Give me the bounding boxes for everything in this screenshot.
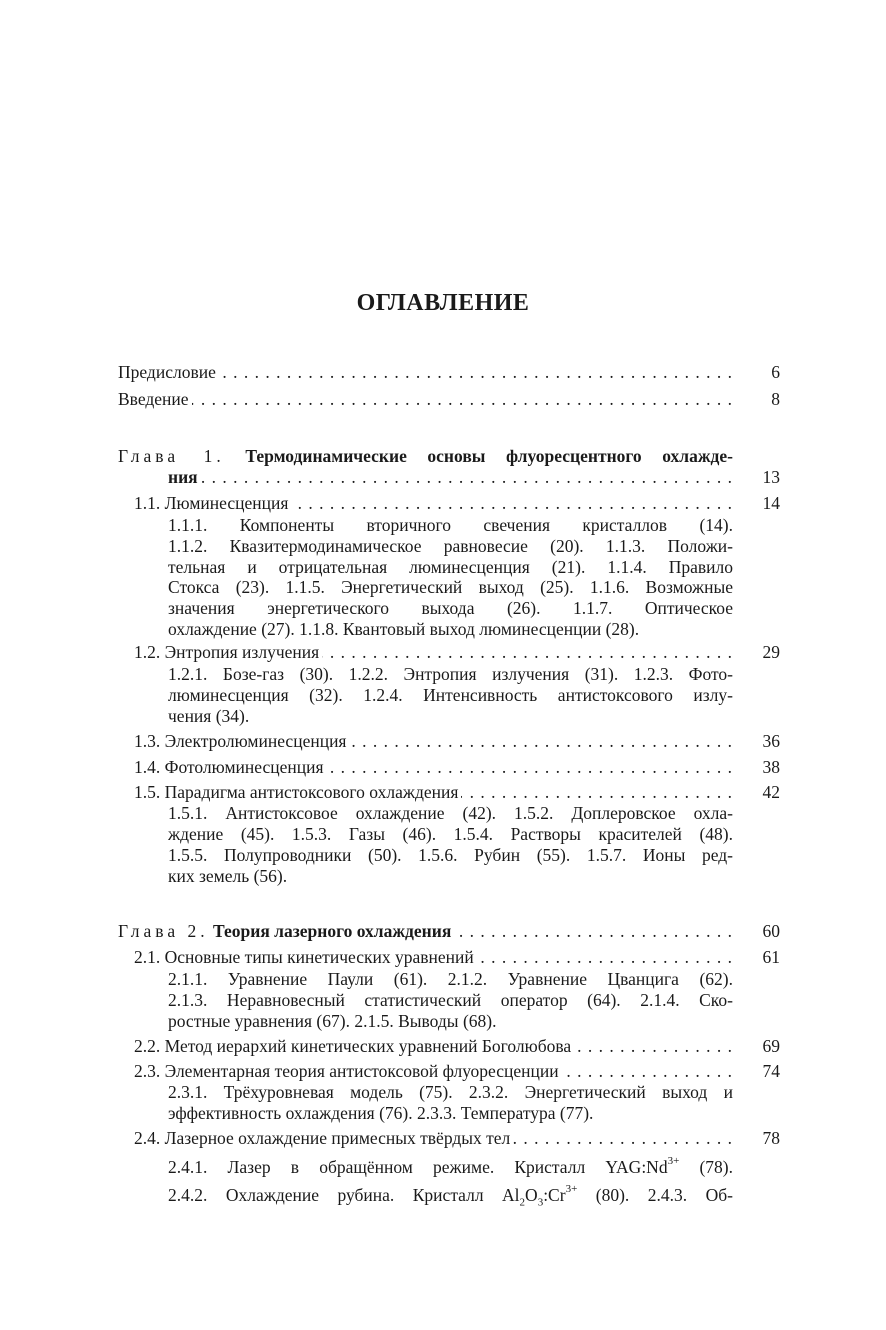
toc-section-1-3[interactable]: 1.3. Электролюминесценция . . . (134, 730, 733, 752)
toc-page: 8 (771, 389, 780, 409)
subsection-line: ждение (45). 1.5.3. Газы (46). 1.5.4. Растворы красителей (48). (168, 824, 733, 844)
toc-page: 38 (762, 757, 780, 777)
toc-section-2-1[interactable]: 2.1. Основные типы кинетических уравнений . . . (134, 946, 733, 968)
toc-page: 78 (762, 1128, 780, 1148)
chapter-1-heading-cont[interactable]: ния . . . (168, 466, 733, 488)
toc-page: 60 (762, 921, 780, 941)
toc-section-1-4[interactable]: 1.4. Фотолюминесценция . . . (134, 756, 733, 778)
subsection-line: люминесценция (32). 1.2.4. Интенсивность антистоксового излу- (168, 685, 733, 705)
toc-page: 14 (762, 493, 780, 513)
subsection-line: 1.2.1. Бозе-газ (30). 1.2.2. Энтропия излучения (31). 1.2.3. Фото- (168, 664, 733, 684)
subsection-line: значения энергетического выхода (26). 1.1.7. Оптическое (168, 598, 733, 618)
subsection-line: 1.1.1. Компоненты вторичного свечения кристаллов (14). (168, 515, 733, 535)
toc-page: 42 (762, 782, 780, 802)
subsection-line: ростные уравнения (67). 2.1.5. Выводы (68). (168, 1011, 497, 1031)
subsection-line: ких земель (56). (168, 866, 288, 886)
toc-section-1-1[interactable]: 1.1. Люминесценция . . . (134, 492, 733, 514)
toc-entry-intro[interactable]: Введение . . . (118, 388, 733, 410)
page-title: ОГЛАВЛЕНИЕ (356, 290, 530, 316)
chapter-2-heading[interactable]: Глава 2. Теория лазерного охлаждения . . . (118, 920, 733, 942)
toc-page: 6 (771, 362, 780, 382)
toc-section-2-2[interactable]: 2.2. Метод иерархий кинетических уравнений Боголюбова . . . (134, 1035, 733, 1057)
toc-page: 69 (762, 1036, 780, 1056)
subsection-line: 2.3.1. Трёхуровневая модель (75). 2.3.2. Энергетический выход и (168, 1082, 733, 1102)
toc-page: 36 (762, 731, 780, 751)
toc-page: 13 (762, 467, 780, 487)
subsection-line: 1.5.1. Антистоксовое охлаждение (42). 1.5.2. Доплеровское охла- (168, 803, 733, 823)
toc-section-2-4[interactable]: 2.4. Лазерное охлаждение примесных твёрдых тел . . . (134, 1127, 733, 1149)
toc-page: 29 (762, 642, 780, 662)
toc-entry-preface[interactable]: Предисловие . . . (118, 361, 733, 383)
subsection-line: Стокса (23). 1.1.5. Энергетический выход (25). 1.1.6. Возможные (168, 577, 733, 597)
subsection-line: 1.5.5. Полупроводники (50). 1.5.6. Рубин (55). 1.5.7. Ионы ред- (168, 845, 733, 865)
toc-section-2-3[interactable]: 2.3. Элементарная теория антистоксовой флуоресценции . . . (134, 1060, 733, 1082)
subsection-line: тельная и отрицательная люминесценция (21). 1.1.4. Правило (168, 557, 733, 577)
subsection-line: 1.1.2. Квазитермодинамическое равновесие (20). 1.1.3. Положи- (168, 536, 733, 556)
toc-section-1-2[interactable]: 1.2. Энтропия излучения . . . (134, 641, 733, 663)
subsection-line: чения (34). (168, 706, 250, 726)
subsection-line: 2.4.1. Лазер в обращённом режиме. Кристалл $YAG:Nd^{3+}$ (78). (168, 1156, 733, 1177)
toc-page: 61 (762, 947, 780, 967)
subsection-line: эффективность охлаждения (76). 2.3.3. Температура (77). (168, 1103, 594, 1123)
toc-page: 74 (762, 1061, 780, 1081)
subsection-line: 2.4.2. Охлаждение рубина. Кристалл $Al_2O_3:Cr^{3+}$ (80). 2.4.3. Об- (168, 1184, 733, 1206)
subsection-line: 2.1.3. Неравновесный статистический оператор (64). 2.1.4. Ско- (168, 990, 733, 1010)
toc-section-1-5[interactable]: 1.5. Парадигма антистоксового охлаждения . . . (134, 781, 733, 803)
subsection-line: 2.1.1. Уравнение Паули (61). 2.1.2. Уравнение Цванцига (62). (168, 969, 733, 989)
subsection-line: охлаждение (27). 1.1.8. Квантовый выход люминесценции (28). (168, 619, 640, 639)
chapter-1-heading[interactable]: Глава 1. Термодинамические основы флуоресцентного охлажде- (118, 446, 733, 466)
